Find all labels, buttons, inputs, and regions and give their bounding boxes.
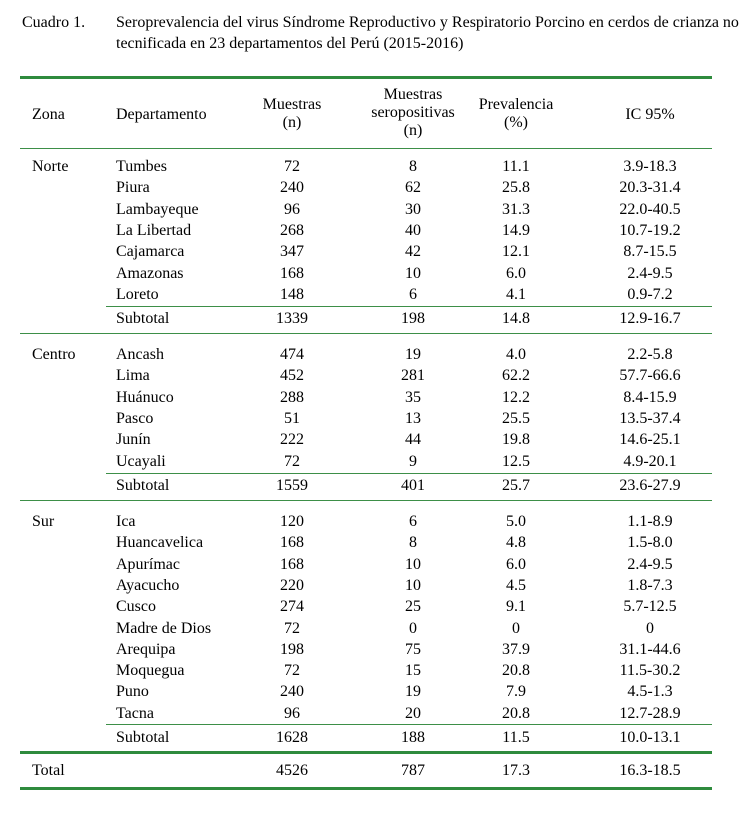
cell-muestras: 96 [284, 705, 300, 722]
subtotal-departamento: Subtotal [116, 310, 170, 327]
cell-seropositivas: 40 [405, 222, 421, 239]
cell-seropositivas: 8 [409, 534, 417, 551]
cell-departamento: Lambayeque [116, 201, 199, 218]
subtotal-ic: 12.9-16.7 [619, 310, 681, 327]
cell-seropositivas: 19 [405, 346, 421, 363]
header-seropositivas-line1: Muestras [383, 86, 443, 103]
cell-ic: 2.4-9.5 [627, 265, 673, 282]
cell-muestras: 452 [280, 367, 304, 384]
cell-prevalencia: 4.8 [506, 534, 526, 551]
cell-departamento: La Libertad [116, 222, 192, 239]
cell-muestras: 268 [280, 222, 304, 239]
total-seropositivas: 787 [401, 762, 425, 779]
cell-seropositivas: 10 [405, 265, 421, 282]
cell-seropositivas: 10 [405, 577, 421, 594]
zone-label: Centro [32, 346, 76, 363]
cell-departamento: Cajamarca [116, 243, 185, 260]
header-muestras [258, 96, 326, 132]
cell-seropositivas: 15 [405, 662, 421, 679]
cell-departamento: Ancash [116, 346, 164, 363]
cell-prevalencia: 4.0 [506, 346, 526, 363]
cell-ic: 20.3-31.4 [619, 179, 681, 196]
cell-ic: 11.5-30.2 [619, 662, 681, 679]
subtotal-seropositivas: 401 [401, 477, 425, 494]
cell-departamento: Arequipa [116, 641, 176, 658]
cell-departamento: Lima [116, 367, 150, 384]
cell-muestras: 347 [280, 243, 304, 260]
cell-ic: 1.8-7.3 [627, 577, 673, 594]
cell-muestras: 72 [284, 158, 300, 175]
cell-prevalencia: 25.8 [502, 179, 530, 196]
cell-muestras: 120 [280, 513, 304, 530]
cell-departamento: Ayacucho [116, 577, 180, 594]
cell-ic: 14.6-25.1 [619, 431, 681, 448]
caption-title: Seroprevalencia del virus Síndrome Reproductivo y Respiratorio Porcino en cerdos de crianza no tecnificada en 23 departamentos del Perú (2015-2016) [116, 14, 739, 52]
cell-prevalencia: 6.0 [506, 556, 526, 573]
cell-muestras: 96 [284, 201, 300, 218]
cell-departamento: Ica [116, 513, 136, 530]
cell-departamento: Madre de Dios [116, 620, 212, 637]
header-departamento: Departamento [116, 106, 207, 123]
cell-ic: 4.9-20.1 [623, 453, 677, 470]
header-seropositivas-line2: seropositivas [371, 104, 455, 121]
cell-muestras: 148 [280, 286, 304, 303]
cell-muestras: 220 [280, 577, 304, 594]
cell-departamento: Amazonas [116, 265, 184, 282]
cell-prevalencia: 20.8 [502, 705, 530, 722]
cell-seropositivas: 75 [405, 641, 421, 658]
subtotal-seropositivas: 198 [401, 310, 425, 327]
cell-seropositivas: 35 [405, 389, 421, 406]
cell-ic: 0 [646, 620, 654, 637]
cell-prevalencia: 12.1 [502, 243, 530, 260]
cell-ic: 1.5-8.0 [627, 534, 673, 551]
cell-seropositivas: 9 [409, 453, 417, 470]
zone-end-rule [20, 333, 712, 334]
cell-prevalencia: 6.0 [506, 265, 526, 282]
header-prevalencia-line2: (%) [504, 114, 528, 131]
cell-ic: 4.5-1.3 [627, 683, 673, 700]
cell-prevalencia: 12.2 [502, 389, 530, 406]
cell-departamento: Junín [116, 431, 151, 448]
cell-muestras: 288 [280, 389, 304, 406]
cell-prevalencia: 5.0 [506, 513, 526, 530]
cell-muestras: 72 [284, 453, 300, 470]
cell-departamento: Cusco [116, 598, 156, 615]
cell-seropositivas: 6 [409, 513, 417, 530]
cell-muestras: 240 [280, 683, 304, 700]
cell-seropositivas: 62 [405, 179, 421, 196]
subtotal-rule [106, 306, 712, 307]
cell-muestras: 474 [280, 346, 304, 363]
subtotal-rule [106, 724, 712, 725]
cell-ic: 57.7-66.6 [619, 367, 681, 384]
cell-prevalencia: 9.1 [506, 598, 526, 615]
cell-ic: 31.1-44.6 [619, 641, 681, 658]
cell-ic: 2.2-5.8 [627, 346, 673, 363]
cell-prevalencia: 19.8 [502, 431, 530, 448]
cell-muestras: 240 [280, 179, 304, 196]
cell-seropositivas: 281 [401, 367, 425, 384]
cell-prevalencia: 62.2 [502, 367, 530, 384]
cell-departamento: Huancavelica [116, 534, 204, 551]
subtotal-departamento: Subtotal [116, 729, 170, 746]
cell-departamento: Puno [116, 683, 149, 700]
cell-seropositivas: 8 [409, 158, 417, 175]
subtotal-seropositivas: 188 [401, 729, 425, 746]
cell-departamento: Tacna [116, 705, 154, 722]
cell-seropositivas: 20 [405, 705, 421, 722]
header-muestras-line2: (n) [282, 114, 302, 131]
subtotal-muestras: 1628 [276, 729, 308, 746]
cell-ic: 22.0-40.5 [619, 201, 681, 218]
cell-prevalencia: 7.9 [506, 683, 526, 700]
cell-ic: 10.7-19.2 [619, 222, 681, 239]
cell-departamento: Apurímac [116, 556, 180, 573]
header-seropositivas-line3: (n) [403, 122, 423, 139]
subtotal-ic: 23.6-27.9 [619, 477, 681, 494]
cell-ic: 8.7-15.5 [623, 243, 677, 260]
cell-ic: 5.7-12.5 [623, 598, 677, 615]
cell-seropositivas: 25 [405, 598, 421, 615]
cell-prevalencia: 11.1 [502, 158, 530, 175]
cell-muestras: 274 [280, 598, 304, 615]
cell-prevalencia: 0 [512, 620, 520, 637]
total-ic: 16.3-18.5 [619, 762, 681, 779]
cell-ic: 1.1-8.9 [627, 513, 673, 530]
cell-departamento: Loreto [116, 286, 159, 303]
total-label: Total [32, 762, 65, 779]
header-muestras-line1: Muestras [262, 96, 322, 113]
subtotal-prevalencia: 14.8 [502, 310, 530, 327]
cell-muestras: 51 [284, 410, 300, 427]
cell-muestras: 168 [280, 556, 304, 573]
cell-prevalencia: 14.9 [502, 222, 530, 239]
cell-seropositivas: 44 [405, 431, 421, 448]
cell-muestras: 168 [280, 534, 304, 551]
cell-departamento: Moquegua [116, 662, 185, 679]
cell-prevalencia: 4.5 [506, 577, 526, 594]
cell-ic: 12.7-28.9 [619, 705, 681, 722]
cell-seropositivas: 13 [405, 410, 421, 427]
header-rule [20, 148, 712, 149]
bottom-rule [20, 787, 712, 790]
header-zona: Zona [32, 106, 65, 123]
cell-seropositivas: 42 [405, 243, 421, 260]
cell-muestras: 168 [280, 265, 304, 282]
cell-ic: 13.5-37.4 [619, 410, 681, 427]
cell-muestras: 72 [284, 620, 300, 637]
subtotal-muestras: 1339 [276, 310, 308, 327]
header-seropositivas [352, 86, 474, 140]
subtotal-ic: 10.0-13.1 [619, 729, 681, 746]
cell-seropositivas: 19 [405, 683, 421, 700]
cell-seropositivas: 30 [405, 201, 421, 218]
cell-ic: 8.4-15.9 [623, 389, 677, 406]
top-rule [20, 76, 712, 79]
cell-departamento: Piura [116, 179, 150, 196]
cell-ic: 3.9-18.3 [623, 158, 677, 175]
cell-seropositivas: 6 [409, 286, 417, 303]
total-rule [20, 751, 712, 754]
cell-prevalencia: 12.5 [502, 453, 530, 470]
zone-end-rule [20, 500, 712, 501]
header-prevalencia [470, 96, 562, 132]
subtotal-muestras: 1559 [276, 477, 308, 494]
cell-ic: 0.9-7.2 [627, 286, 673, 303]
cell-muestras: 222 [280, 431, 304, 448]
cell-seropositivas: 0 [409, 620, 417, 637]
cell-prevalencia: 20.8 [502, 662, 530, 679]
cell-prevalencia: 4.1 [506, 286, 526, 303]
zone-label: Norte [32, 158, 69, 175]
cell-departamento: Ucayali [116, 453, 166, 470]
subtotal-prevalencia: 25.7 [502, 477, 530, 494]
subtotal-departamento: Subtotal [116, 477, 170, 494]
cell-departamento: Huánuco [116, 389, 174, 406]
cell-departamento: Pasco [116, 410, 154, 427]
cell-muestras: 198 [280, 641, 304, 658]
header-prevalencia-line1: Prevalencia [478, 96, 554, 113]
subtotal-rule [106, 473, 712, 474]
cell-departamento: Tumbes [116, 158, 167, 175]
zone-label: Sur [32, 513, 55, 530]
total-muestras: 4526 [276, 762, 308, 779]
header-ic: IC 95% [625, 106, 675, 123]
total-prevalencia: 17.3 [502, 762, 530, 779]
cell-ic: 2.4-9.5 [627, 556, 673, 573]
cell-muestras: 72 [284, 662, 300, 679]
subtotal-prevalencia: 11.5 [502, 729, 530, 746]
caption-label: Cuadro 1. [22, 14, 86, 31]
cell-seropositivas: 10 [405, 556, 421, 573]
cell-prevalencia: 37.9 [502, 641, 530, 658]
cell-prevalencia: 25.5 [502, 410, 530, 427]
cell-prevalencia: 31.3 [502, 201, 530, 218]
